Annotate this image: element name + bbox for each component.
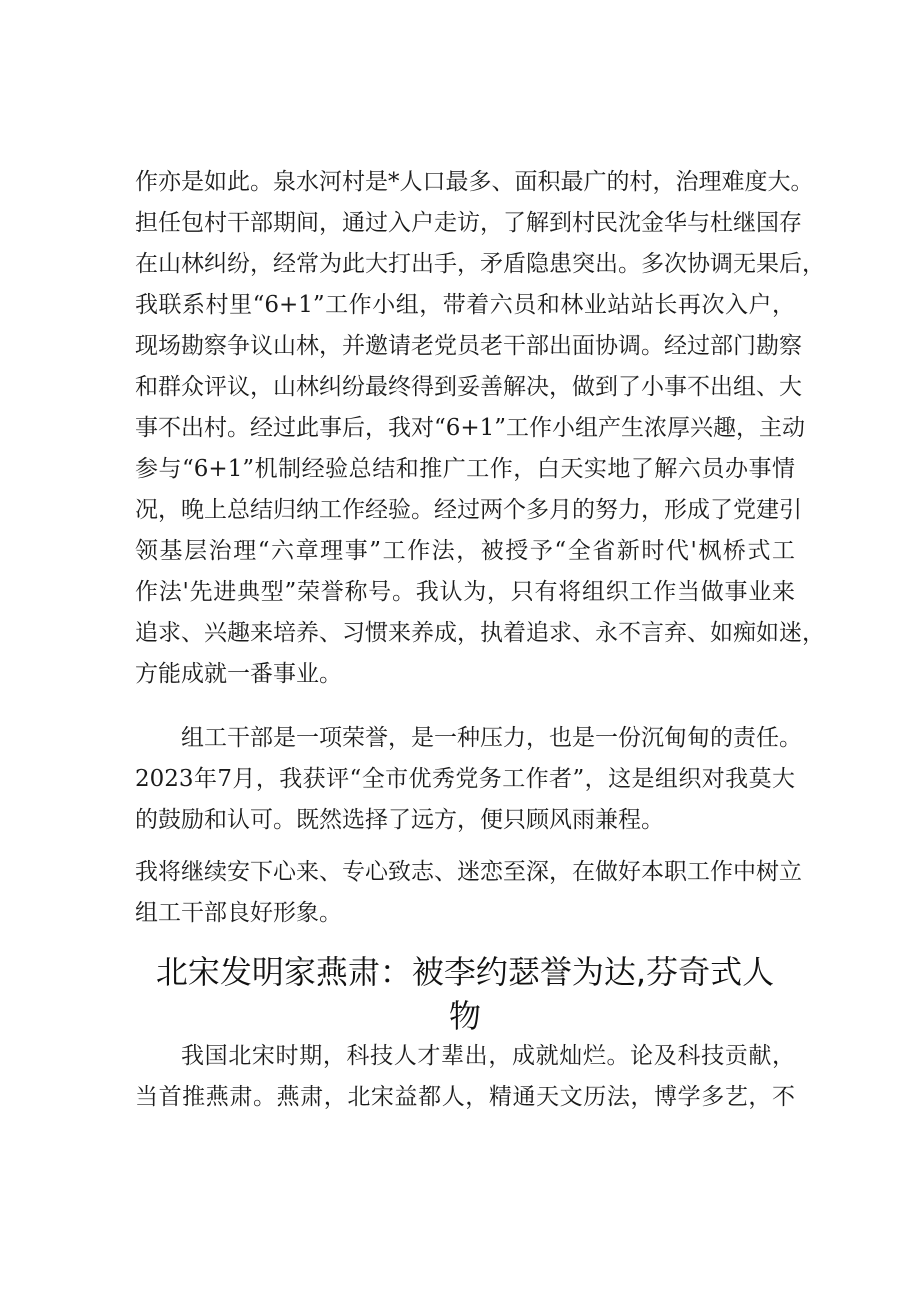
- paragraph-line: 2023年7月，我获评“全市优秀党务工作者”，这是组织对我莫大: [135, 766, 795, 792]
- paragraph-line: 和群众评议，山林纠纷最终得到妥善解决，做到了小事不出组、大: [135, 374, 802, 400]
- paragraph-3: [135, 852, 802, 934]
- heading-line: 物: [448, 997, 481, 1035]
- article-heading: [135, 950, 795, 1038]
- paragraph-line: 的鼓励和认可。既然选择了远方，便只顾风雨兼程。: [135, 807, 664, 833]
- paragraph-line: 参与“6+1”机制经验总结和推广工作，白天实地了解六员办事情: [135, 456, 795, 482]
- paragraph-line: 在山林纠纷，经常为此大打出手，矛盾隐患突出。多次协调无果后，: [135, 251, 825, 277]
- paragraph-line: 方能成就一番事业。: [135, 661, 342, 687]
- paragraph-line: 领基层治理“六章理事”工作法，被授予“全省新时代'枫桥式工: [135, 538, 795, 564]
- paragraph-line: 我国北宋时期，科技人才辈出，成就灿烂。论及科技贡献，: [181, 1043, 795, 1069]
- paragraph-line: 担任包村干部期间，通过入户走访，了解到村民沈金华与杜继国存: [135, 210, 802, 236]
- paragraph-line: 组工干部良好形象。: [135, 900, 342, 926]
- paragraph-2: [135, 718, 802, 841]
- paragraph-line: 作法'先进典型”荣誉称号。我认为，只有将组织工作当做事业来: [135, 579, 795, 605]
- paragraph-line: 我将继续安下心来、专心致志、迷恋至深，在做好本职工作中树立: [135, 859, 802, 885]
- paragraph-line: 作亦是如此。泉水河村是*人口最多、面积最广的村，治理难度大。: [135, 169, 814, 195]
- paragraph-4: [135, 1036, 795, 1118]
- paragraph-line: 组工干部是一项荣誉，是一种压力，也是一份沉甸甸的责任。: [181, 725, 802, 751]
- paragraph-line: 追求、兴趣来培养、习惯来养成，执着追求、永不言弃、如痴如迷，: [135, 620, 825, 646]
- paragraph-line: 事不出村。经过此事后，我对“6+1”工作小组产生浓厚兴趣，主动: [135, 415, 806, 441]
- paragraph-line: 当首推燕肃。燕肃，北宋益都人，精通天文历法，博学多艺，不: [135, 1084, 795, 1110]
- paragraph-line: 现场勘察争议山林，并邀请老党员老干部出面协调。经过部门勘察: [135, 333, 802, 359]
- paragraph-1: [135, 162, 825, 695]
- paragraph-line: 我联系村里“6+1”工作小组，带着六员和林业站站长再次入户，: [135, 292, 795, 318]
- heading-line: 北宋发明家燕肃：被李约瑟誉为达,芬奇式人: [155, 953, 775, 991]
- paragraph-line: 况，晚上总结归纳工作经验。经过两个多月的努力，形成了党建引: [135, 497, 802, 523]
